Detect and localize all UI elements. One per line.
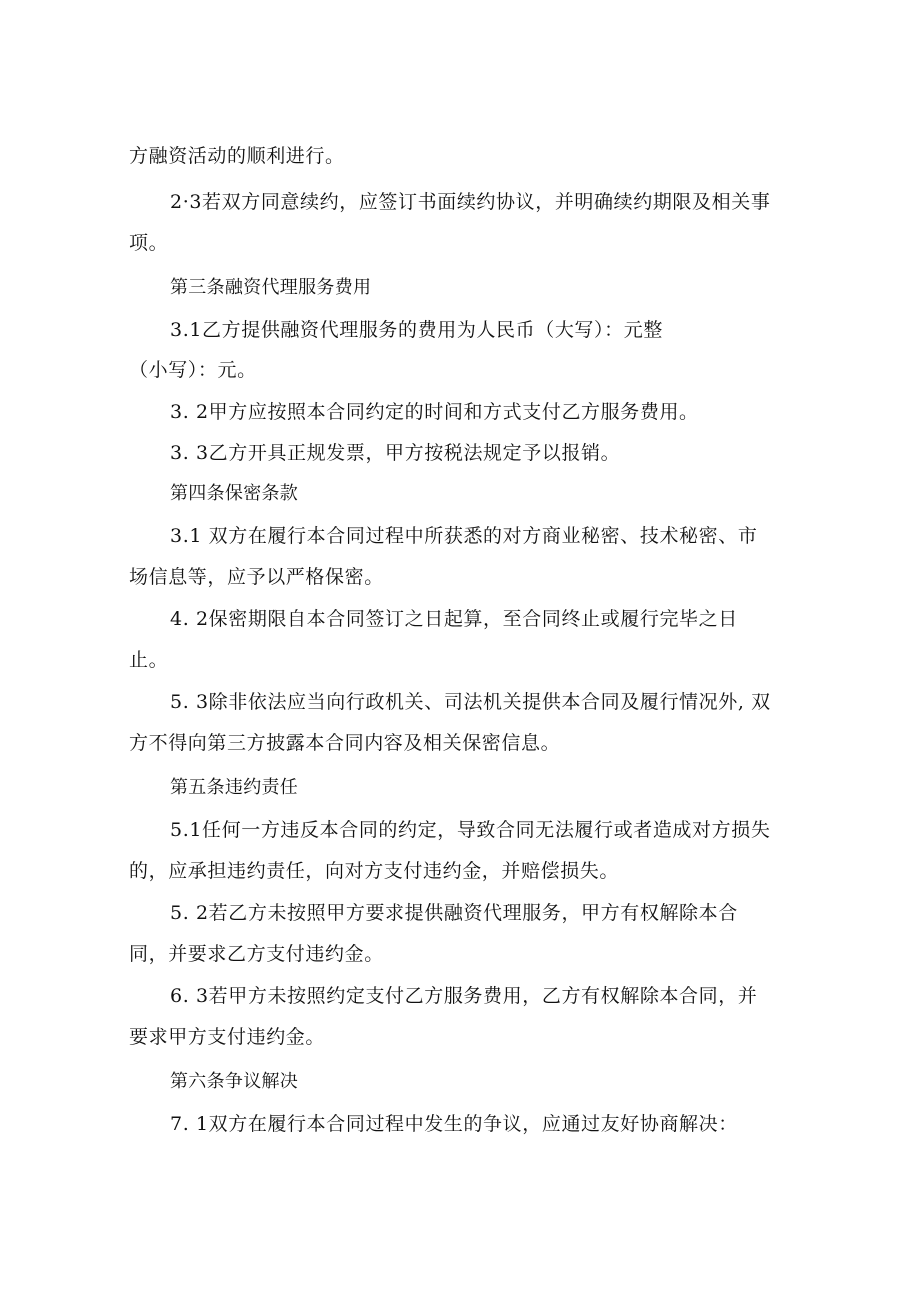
clause-5-1: 5.1任何一方违反本合同的约定，导致合同无法履行或者造成对方损失: [170, 819, 771, 841]
clause-4-2-continuation: 止。: [129, 649, 169, 671]
article-6-heading: 第六条争议解决: [170, 1071, 299, 1092]
clause-4-3-continuation: 方不得向第三方披露本合同内容及相关保密信息。: [129, 732, 561, 754]
clause-6-1: 7. 1双方在履行本合同过程中发生的争议，应通过友好协商解决：: [170, 1113, 738, 1135]
clause-4-2: 4. 2保密期限自本合同签订之日起算，至合同终止或履行完毕之日: [170, 608, 738, 630]
clause-3-1: 3.1乙方提供融资代理服务的费用为人民币（大写）：元整: [170, 319, 663, 341]
clause-3-2: 3. 2甲方应按照本合同约定的时间和方式支付乙方服务费用。: [170, 401, 699, 423]
clause-5-2-continuation: 同，并要求乙方支付违约金。: [129, 943, 384, 965]
clause-5-2: 5. 2若乙方未按照甲方要求提供融资代理服务，甲方有权解除本合: [170, 902, 738, 924]
paragraph-continuation: 方融资活动的顺利进行。: [129, 145, 345, 167]
clause-3-3: 3. 3乙方开具正规发票，甲方按税法规定予以报销。: [170, 442, 621, 464]
article-4-heading: 第四条保密条款: [170, 483, 299, 504]
clause-5-3: 6. 3若甲方未按照约定支付乙方服务费用，乙方有权解除本合同，并: [170, 985, 758, 1007]
clause-4-1: 3.1 双方在履行本合同过程中所获悉的对方商业秘密、技术秘密、市: [170, 525, 758, 547]
clause-5-3-continuation: 要求甲方支付违约金。: [129, 1026, 326, 1048]
clause-4-1-continuation: 场信息等，应予以严格保密。: [129, 566, 384, 588]
article-5-heading: 第五条违约责任: [170, 777, 299, 798]
clause-3-1-continuation: （小写）：元。: [129, 359, 257, 381]
clause-5-1-continuation: 的，应承担违约责任，向对方支付违约金，并赔偿损失。: [129, 860, 620, 882]
clause-4-3: 5. 3除非依法应当向行政机关、司法机关提供本合同及履行情况外, 双: [170, 691, 771, 713]
clause-2-3: 2·3若双方同意续约，应签订书面续约协议，并明确续约期限及相关事: [170, 191, 771, 213]
article-3-heading: 第三条融资代理服务费用: [170, 277, 372, 298]
clause-2-3-continuation: 项。: [129, 232, 169, 254]
